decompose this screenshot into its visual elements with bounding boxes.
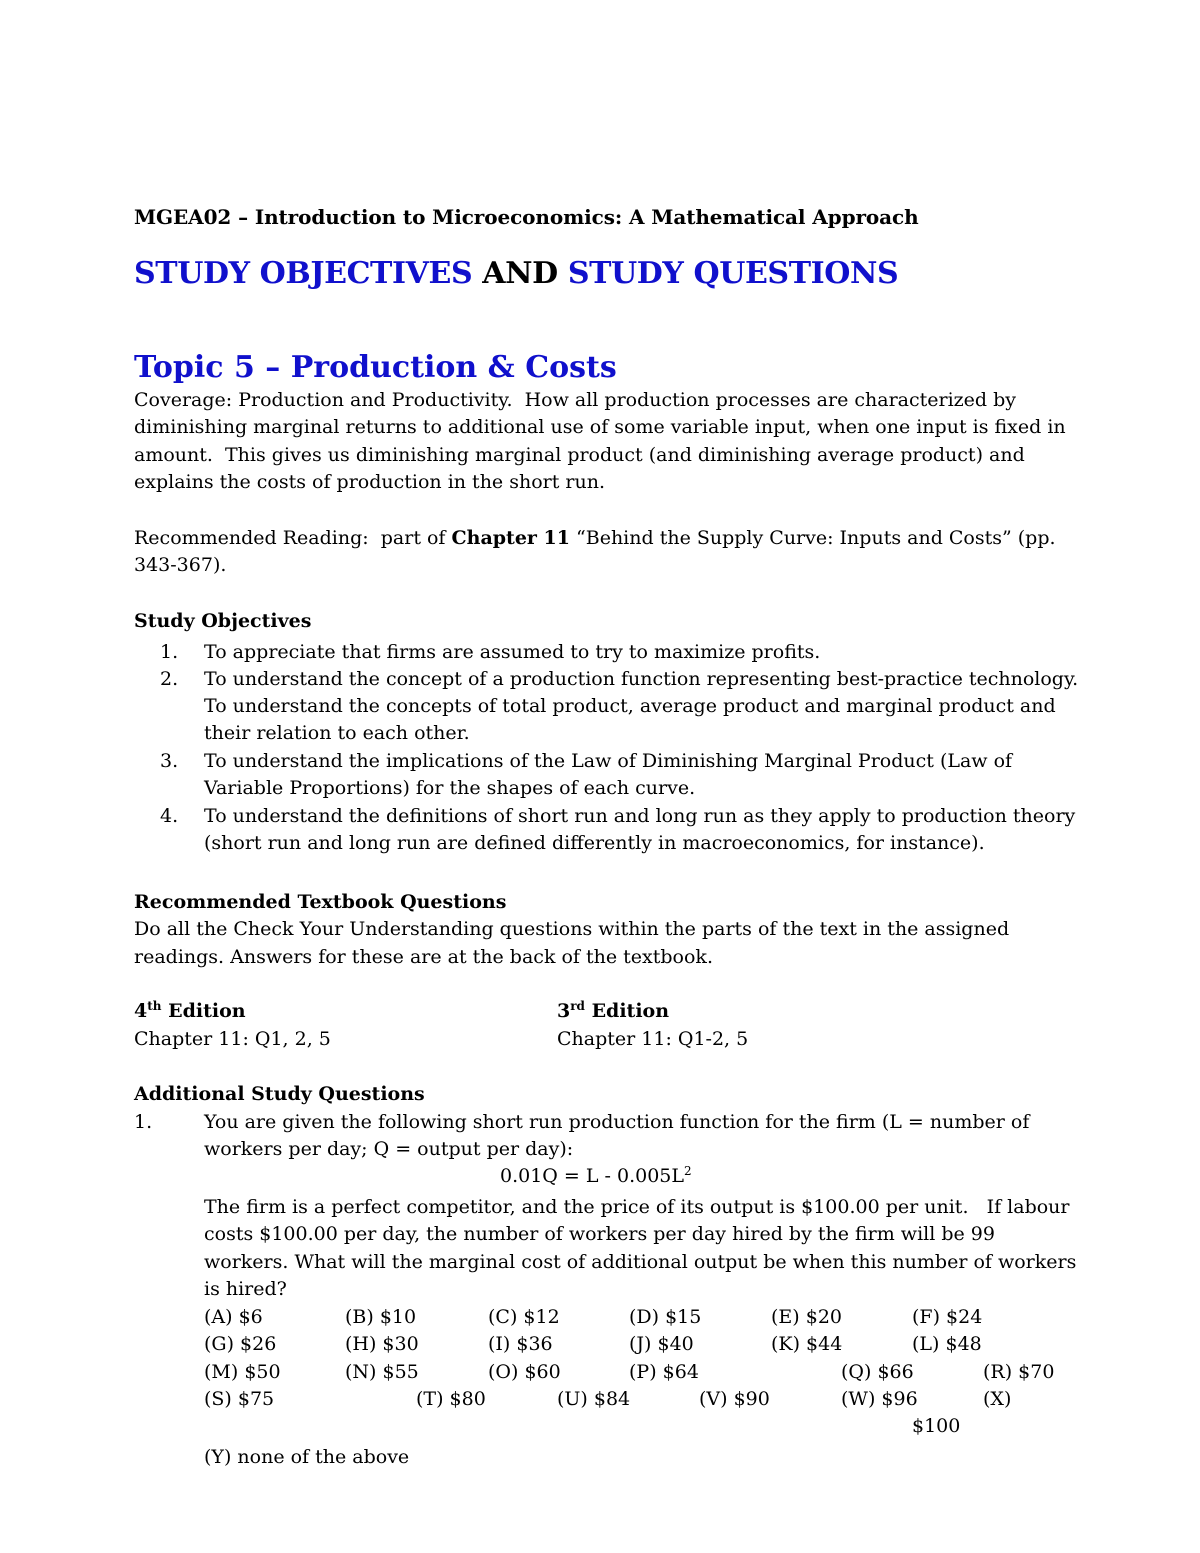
coverage-line-1: Coverage: Production and Productivity. How all production processes are characterized by: [134, 389, 1017, 411]
option-o: (O) $60: [488, 1361, 561, 1383]
option-n: (N) $55: [345, 1361, 419, 1383]
objective-text: To understand the concepts of total product, average product and marginal product and: [204, 695, 1056, 717]
additional-heading: Additional Study Questions: [134, 1083, 425, 1105]
option-r: (R) $70: [983, 1361, 1055, 1383]
option-w: (W) $96: [841, 1388, 918, 1410]
edition-4-heading: 4th Edition: [134, 999, 246, 1022]
question-number: 1.: [134, 1111, 153, 1133]
option-y: (Y) none of the above: [204, 1446, 410, 1468]
production-equation: $0.01Q = L - 0.005L^2$: [500, 1164, 692, 1187]
coverage-line-2: diminishing marginal returns to additional use of some variable input, when one input is fixed in: [134, 416, 1066, 438]
option-k: (K) $44: [771, 1333, 843, 1355]
recommended-reading: [134, 529, 1056, 548]
question-text: workers. What will the marginal cost of additional output be when this number of workers: [204, 1251, 1077, 1273]
option-x: (X): [983, 1388, 1012, 1410]
page-heading: [134, 256, 899, 291]
coverage-line-3: amount. This gives us diminishing marginal product (and diminishing average product) and: [134, 444, 1025, 466]
objective-text: To understand the concept of a production function representing best-practice technology.: [204, 668, 1079, 690]
edition-3-chapter: Chapter 11: Q1-2, 5: [557, 1028, 749, 1050]
edition-3-heading: 3rd Edition: [557, 999, 670, 1022]
textbook-line-1: Do all the Check Your Understanding questions within the parts of the text in the assigned: [134, 918, 1010, 940]
option-a: (A) $6: [204, 1306, 263, 1328]
objective-text: To appreciate that firms are assumed to try to maximize profits.: [204, 641, 821, 663]
edition-4-chapter: Chapter 11: Q1, 2, 5: [134, 1028, 331, 1050]
option-i: (I) $36: [488, 1333, 553, 1355]
option-m: (M) $50: [204, 1361, 281, 1383]
objective-text: Variable Proportions) for the shapes of each curve.: [204, 777, 696, 799]
option-v: (V) $90: [699, 1388, 770, 1410]
option-e: (E) $20: [771, 1306, 842, 1328]
reading-suffix: “Behind the Supply Curve: Inputs and Costs” (pp.: [569, 527, 1056, 549]
option-x-value: $100: [912, 1415, 961, 1437]
option-p: (P) $64: [629, 1361, 699, 1383]
textbook-line-2: readings. Answers for these are at the back of the textbook.: [134, 946, 713, 968]
heading-part2: STUDY QUESTIONS: [567, 256, 899, 291]
question-text: is hired?: [204, 1278, 287, 1300]
option-d: (D) $15: [629, 1306, 702, 1328]
objective-num: 4.: [160, 805, 179, 827]
option-q: (Q) $66: [841, 1361, 914, 1383]
question-text: costs $100.00 per day, the number of workers per day hired by the firm will be 99: [204, 1223, 995, 1245]
topic-title: Topic 5 – Production & Costs: [134, 350, 617, 385]
option-u: (U) $84: [557, 1388, 631, 1410]
heading-and: AND: [472, 256, 568, 291]
objective-text: their relation to each other.: [204, 722, 470, 744]
objective-num: 2.: [160, 668, 179, 690]
option-f: (F) $24: [912, 1306, 983, 1328]
question-text: The firm is a perfect competitor, and the price of its output is $100.00 per unit. If labour: [204, 1196, 1070, 1218]
objective-text: To understand the implications of the Law of Diminishing Marginal Product (Law of: [204, 750, 1013, 772]
option-s: (S) $75: [204, 1388, 275, 1410]
coverage-line-4: explains the costs of production in the short run.: [134, 471, 605, 493]
option-b: (B) $10: [345, 1306, 417, 1328]
textbook-heading: Recommended Textbook Questions: [134, 891, 507, 913]
option-t: (T) $80: [416, 1388, 486, 1410]
option-g: (G) $26: [204, 1333, 277, 1355]
objective-num: 1.: [160, 641, 179, 663]
objective-text: To understand the definitions of short run and long run as they apply to production theory: [204, 805, 1076, 827]
reading-chapter: Chapter 11: [451, 527, 570, 549]
reading-prefix: Recommended Reading: part of: [134, 527, 452, 549]
objective-text: (short run and long run are defined differently in macroeconomics, for instance).: [204, 832, 985, 854]
option-c: (C) $12: [488, 1306, 560, 1328]
heading-part1: STUDY OBJECTIVES: [134, 256, 473, 291]
question-text: You are given the following short run production function for the firm (L = number of: [204, 1111, 1030, 1133]
question-text: workers per day; Q = output per day):: [204, 1138, 574, 1160]
option-l: (L) $48: [912, 1333, 982, 1355]
course-title: MGEA02 – Introduction to Microeconomics: A Mathematical Approach: [134, 205, 919, 229]
option-j: (J) $40: [629, 1333, 694, 1355]
option-h: (H) $30: [345, 1333, 419, 1355]
reading-line-2: 343-367).: [134, 554, 227, 576]
objectives-heading: Study Objectives: [134, 610, 312, 632]
objective-num: 3.: [160, 750, 179, 772]
